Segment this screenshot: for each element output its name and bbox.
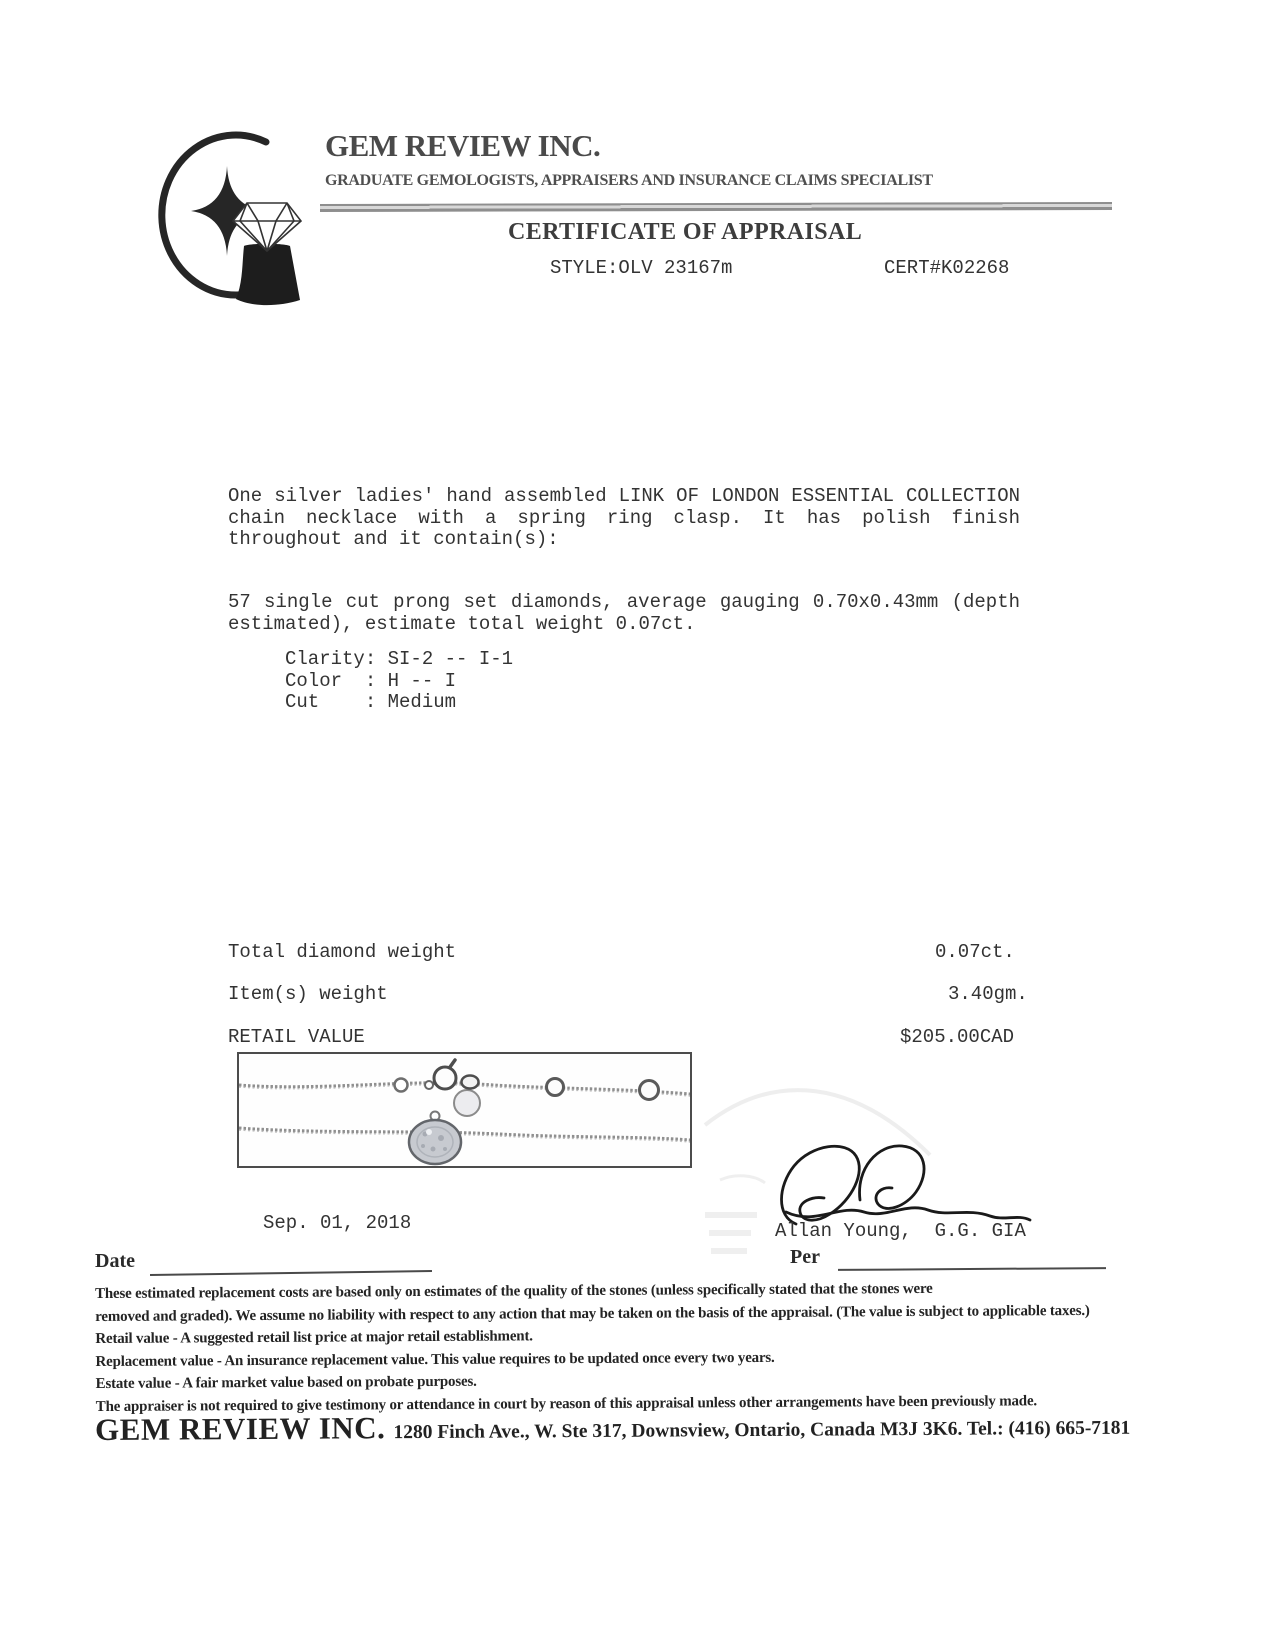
spec-color: Color : H -- I [285, 669, 457, 692]
valuation-row [228, 983, 1028, 1005]
valuation-row [228, 1026, 1028, 1048]
disclaimer-line: The appraiser is not required to give testimony or attendance in court by reason of this appraisal unless other arrangements have been previously made. [95, 1392, 1037, 1415]
disclaimer-line: Estate value - A fair market value based on probate purposes. [95, 1373, 477, 1392]
per-label: Per [790, 1246, 820, 1268]
valuation-value: $205.00CAD [900, 1026, 1015, 1048]
date-label: Date [95, 1250, 135, 1272]
footer-company-name: GEM REVIEW INC. [95, 1410, 386, 1447]
valuation-label: RETAIL VALUE [228, 1026, 365, 1048]
disclaimer-line: Retail value - A suggested retail list price at major retail establishment. [95, 1328, 533, 1347]
valuation-label: Item(s) weight [228, 983, 388, 1005]
valuation-label: Total diamond weight [228, 941, 457, 963]
diamond-specs [285, 649, 513, 714]
valuation-row [228, 941, 1028, 963]
disclaimer-block [95, 1276, 1196, 1418]
date-signature-line [150, 1270, 432, 1276]
appraiser-name: Allan Young, G.G. GIA [775, 1220, 1026, 1242]
necklace-photo [239, 1054, 690, 1166]
item-photo-box [237, 1052, 692, 1168]
item-description: One silver ladies' hand assembled LINK OF LONDON ESSENTIAL COLLECTION chain necklace with a spring ring clasp. It has polish finish throughout and it contain(s): [228, 485, 1020, 550]
disclaimer-line: These estimated replacement costs are based only on estimates of the quality of the stones (unless specifically stated that the stones were [95, 1280, 933, 1302]
cert-number: CERT#K02268 [884, 257, 1010, 279]
footer [95, 1405, 1205, 1448]
disclaimer-line: removed and graded). We assume no liability with respect to any action that may be taken on the basis of the appraisal. (The value is subject to applicable taxes.) [95, 1302, 1090, 1325]
valuation-value: 3.40gm. [948, 983, 1028, 1005]
brand-name: GEM REVIEW INC. [325, 128, 601, 163]
valuation-value: 0.07ct. [935, 941, 1015, 963]
company-logo [148, 126, 326, 312]
certificate-title: CERTIFICATE OF APPRAISAL [508, 219, 863, 245]
style-number: STYLE:OLV 23167m [550, 257, 733, 279]
disclaimer-line: Replacement value - An insurance replacement value. This value requires to be updated once every two years. [95, 1349, 775, 1370]
spec-cut: Cut : Medium [285, 691, 457, 713]
brand-tagline: GRADUATE GEMOLOGISTS, APPRAISERS AND INSURANCE CLAIMS SPECIALIST [325, 172, 933, 189]
header-divider [320, 202, 1112, 212]
diamond-description: 57 single cut prong set diamonds, average gauging 0.70x0.43mm (depth estimated), estimate total weight 0.07ct. [228, 591, 1020, 635]
footer-address: 1280 Finch Ave., W. Ste 317, Downsview, Ontario, Canada M3J 3K6. Tel.: (416) 665-7181 [393, 1417, 1131, 1444]
appraisal-date: Sep. 01, 2018 [263, 1212, 412, 1234]
spec-clarity: Clarity: SI-2 -- I-1 [285, 648, 514, 670]
